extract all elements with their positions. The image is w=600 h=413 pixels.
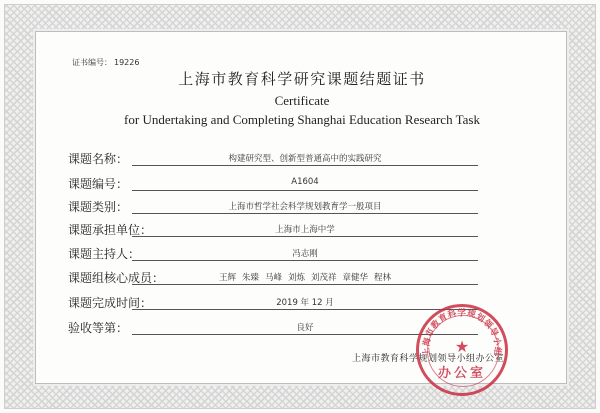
field-underline (132, 236, 478, 237)
field-value: 构建研究型、创新型普通高中的实践研究 (228, 154, 382, 164)
field-value: A1604 (291, 177, 319, 187)
field-label: 课题主持人： (68, 247, 141, 261)
title-chinese: 上海市教育科学研究课题结题证书 (178, 70, 426, 88)
field-value: 2019 年 12 月 (276, 298, 334, 308)
official-seal (416, 304, 508, 396)
field-label: 课题完成时间： (68, 296, 153, 310)
member-name: 程林 (374, 273, 392, 283)
member-list (132, 271, 478, 283)
field-label: 课题承担单位： (68, 223, 153, 237)
field-value: 良好 (296, 323, 314, 333)
member-name: 刘茂祥 (311, 273, 337, 283)
field-label: 课题名称： (68, 152, 129, 166)
member-name: 马峰 (264, 273, 282, 283)
field-undertaking-unit (36, 221, 568, 241)
field-label: 课题类别： (68, 200, 129, 214)
certificate-body (35, 31, 567, 384)
field-value: 上海市上海中学 (275, 225, 335, 235)
field-underline (132, 190, 478, 191)
member-name: 王辉 (218, 273, 236, 283)
seal-center-text: 办公室 (437, 366, 486, 381)
field-label: 课题编号： (68, 177, 129, 191)
member-name: 朱臻 (241, 273, 259, 283)
member-name: 章健华 (342, 273, 369, 283)
field-topic-name (36, 150, 568, 170)
member-name: 刘炼 (287, 273, 305, 283)
title-english-line2: for Undertaking and Completing Shanghai Education Research Task (124, 112, 480, 127)
field-underline (132, 284, 478, 285)
certificate-number (72, 57, 139, 68)
field-underline (132, 165, 478, 166)
field-topic-category (36, 198, 568, 218)
issuer: 上海市教育科学规划领导小组办公室 (352, 354, 505, 364)
field-value: 上海市哲学社会科学规划教育学一般项目 (228, 202, 382, 212)
field-label: 课题组核心成员： (68, 271, 165, 285)
title-english-line1: Certificate (274, 93, 330, 108)
decorative-border (4, 4, 596, 409)
field-value: 冯志刚 (292, 249, 318, 259)
seal-ring-label: 上海市教育科学规划领导小组 (421, 308, 503, 357)
field-underline (132, 213, 478, 214)
seal-star: ★ (454, 337, 470, 356)
field-core-members (36, 269, 568, 289)
field-label: 验收等第： (68, 321, 129, 335)
field-topic-number (36, 175, 568, 195)
field-underline (132, 260, 478, 261)
field-host (36, 245, 568, 265)
certificate-number-value: 19226 (114, 58, 140, 67)
certificate-number-label: 证书编号： (72, 58, 112, 67)
